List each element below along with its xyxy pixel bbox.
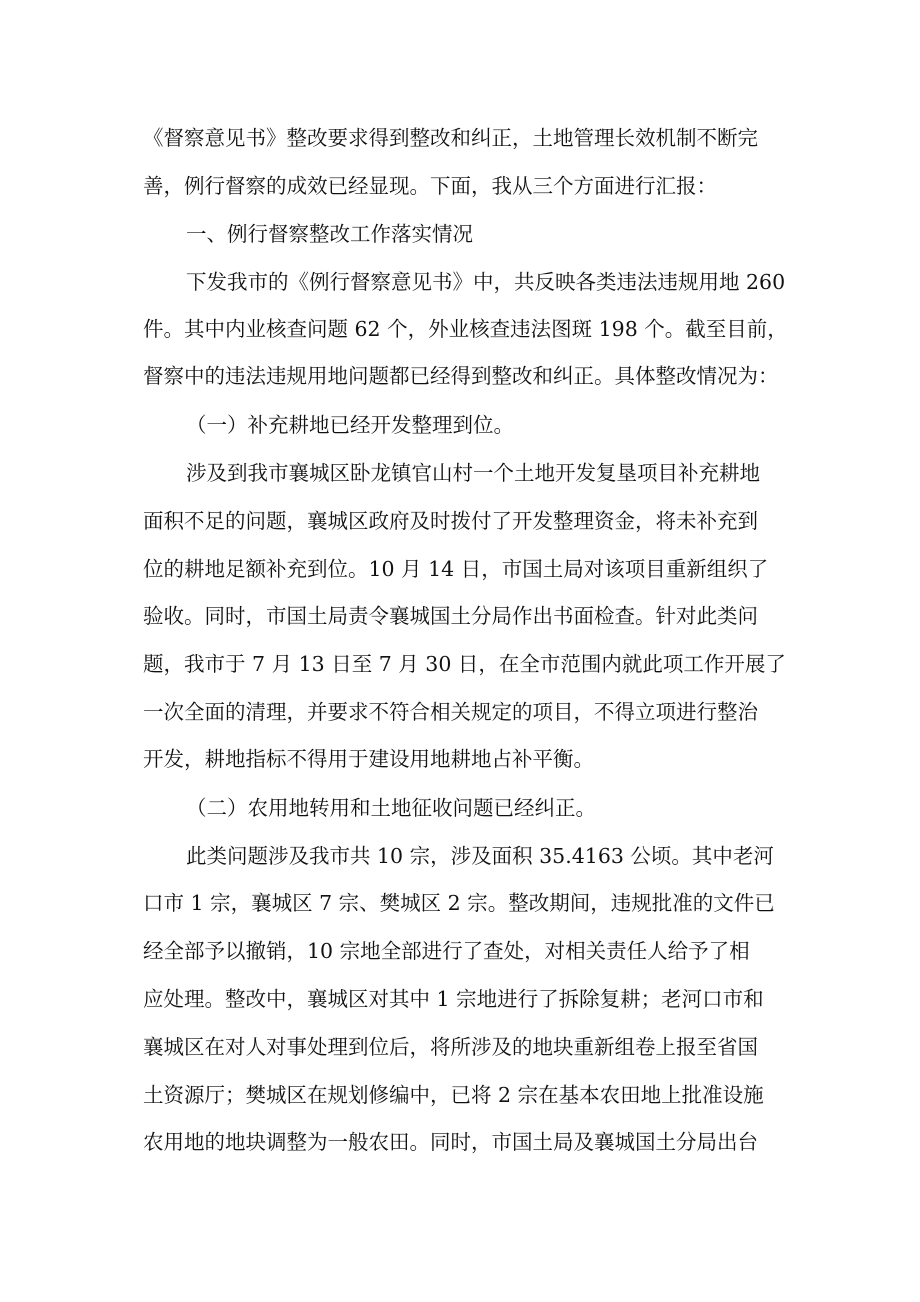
text-line: 善，例行督察的成效已经显现。下面，我从三个方面进行汇报： bbox=[143, 174, 717, 198]
text-line: 开发，耕地指标不得用于建设用地耕地占补平衡。 bbox=[143, 747, 594, 771]
text-line: 农用地的地块调整为一般农田。同时，市国土局及襄城国土分局出台 bbox=[143, 1130, 758, 1154]
text-line: 口市 1 宗，襄城区 7 宗、樊城区 2 宗。整改期间，违规批准的文件已 bbox=[143, 891, 775, 915]
text-line: 验收。同时，市国土局责令襄城国土分局作出书面检查。针对此类问 bbox=[143, 604, 758, 628]
text-line: 面积不足的问题，襄城区政府及时拨付了开发整理资金，将未补充到 bbox=[143, 509, 758, 533]
text-line: 应处理。整改中，襄城区对其中 1 宗地进行了拆除复耕；老河口市和 bbox=[143, 987, 764, 1011]
text-line: 土资源厅；樊城区在规划修编中，已将 2 宗在基本农田地上批准设施 bbox=[143, 1083, 764, 1107]
paragraph-first-line: 下发我市的《例行督察意见书》中，共反映各类违法违规用地 260 bbox=[186, 270, 786, 294]
text-line: 经全部予以撤销，10 宗地全部进行了查处，对相关责任人给予了相 bbox=[143, 939, 750, 963]
text-line: 位的耕地足额补充到位。10 月 14 日，市国土局对该项目重新组织了 bbox=[143, 557, 769, 581]
section-heading: 一、例行督察整改工作落实情况 bbox=[186, 222, 473, 246]
text-line: 《督察意见书》整改要求得到整改和纠正，土地管理长效机制不断完 bbox=[143, 126, 758, 150]
text-line: 一次全面的清理，并要求不符合相关规定的项目，不得立项进行整治 bbox=[143, 700, 758, 724]
text-line: 件。其中内业核查问题 62 个，外业核查违法图斑 198 个。截至目前， bbox=[143, 317, 788, 341]
paragraph-first-line: 此类问题涉及我市共 10 宗，涉及面积 35.4163 公顷。其中老河 bbox=[186, 844, 774, 868]
subsection-heading: （二）农用地转用和土地征收问题已经纠正。 bbox=[186, 796, 596, 820]
text-line: 题，我市于 7 月 13 日至 7 月 30 日，在全市范围内就此项工作开展了 bbox=[143, 652, 786, 676]
text-line: 襄城区在对人对事处理到位后，将所涉及的地块重新组卷上报至省国 bbox=[143, 1035, 758, 1059]
subsection-heading: （一）补充耕地已经开发整理到位。 bbox=[186, 413, 514, 437]
paragraph-first-line: 涉及到我市襄城区卧龙镇官山村一个土地开发复垦项目补充耕地 bbox=[186, 461, 760, 485]
text-line: 督察中的违法违规用地问题都已经得到整改和纠正。具体整改情况为： bbox=[143, 364, 779, 388]
